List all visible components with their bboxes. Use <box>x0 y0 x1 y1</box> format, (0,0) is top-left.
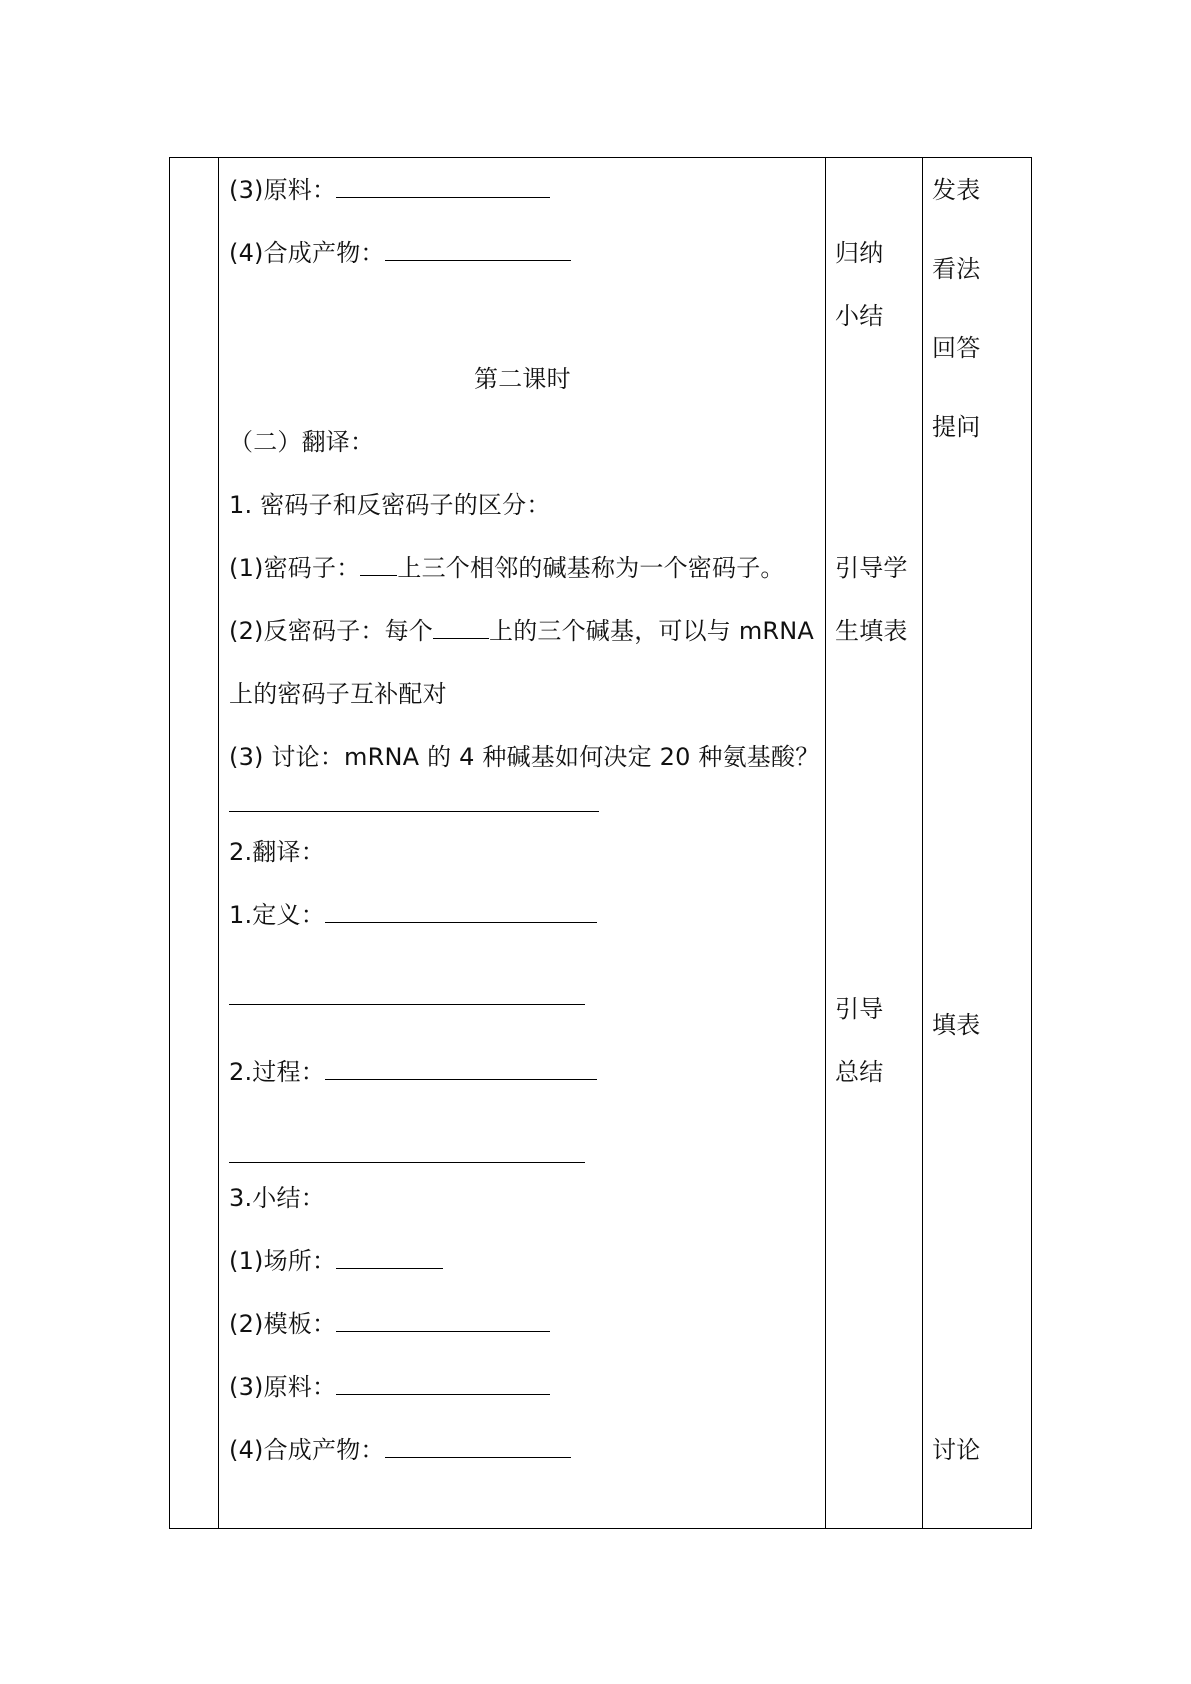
content-column <box>218 158 826 1528</box>
section-title: 第二课时 <box>474 365 571 393</box>
product-line-1 <box>229 238 571 268</box>
blank-left-column <box>170 158 219 1528</box>
answer-blank[interactable] <box>385 1435 571 1458</box>
teacher-activity-column <box>825 158 923 1528</box>
lesson-plan-table <box>169 157 1032 1529</box>
teacher-note-summarize-2: 小结 <box>835 302 884 330</box>
anticodon-line <box>229 616 814 646</box>
teacher-note-summarize-1: 归纳 <box>835 239 884 267</box>
answer-blank[interactable] <box>336 1372 550 1395</box>
anticodon-continuation: 上的密码子互补配对 <box>229 680 447 708</box>
item-1-heading: 1. 密码子和反密码子的区分： <box>229 491 551 519</box>
site-label: (1)场所： <box>229 1247 337 1275</box>
answer-blank[interactable] <box>325 900 597 923</box>
answer-line[interactable] <box>229 1162 585 1163</box>
answer-line[interactable] <box>229 811 599 812</box>
raw-material-line-2 <box>229 1372 550 1402</box>
anticodon-text: 上的三个碱基，可以与 mRNA <box>489 617 815 645</box>
raw-material-label: (3)原料： <box>229 1373 337 1401</box>
student-note-ask: 提问 <box>932 413 981 441</box>
teacher-note-guide-sum-2: 总结 <box>835 1058 884 1086</box>
discussion-question: (3) 讨论：mRNA 的 4 种碱基如何决定 20 种氨基酸？ <box>229 743 820 771</box>
template-label: (2)模板： <box>229 1310 337 1338</box>
definition-label: 1.定义： <box>229 901 325 929</box>
student-activity-column <box>922 158 1033 1528</box>
student-note-express: 发表 <box>932 176 981 204</box>
teacher-note-guide-fill-2: 生填表 <box>835 617 908 645</box>
template-line <box>229 1309 550 1339</box>
teacher-note-guide-sum-1: 引导 <box>835 995 884 1023</box>
answer-blank[interactable] <box>336 1309 550 1332</box>
process-label: 2.过程： <box>229 1058 325 1086</box>
codon-label: (1)密码子： <box>229 554 361 582</box>
product-label: (4)合成产物： <box>229 239 385 267</box>
product-line-2 <box>229 1435 571 1465</box>
student-note-fill-table: 填表 <box>932 1011 981 1039</box>
item-2-heading: 2.翻译： <box>229 838 325 866</box>
answer-blank[interactable] <box>385 238 571 261</box>
site-line <box>229 1246 443 1276</box>
item-3-heading: 3.小结： <box>229 1184 325 1212</box>
raw-material-line-1 <box>229 175 550 205</box>
translation-heading: （二）翻译： <box>229 428 375 456</box>
codon-text: 上三个相邻的碱基称为一个密码子。 <box>397 554 785 582</box>
product-label: (4)合成产物： <box>229 1436 385 1464</box>
answer-blank[interactable] <box>336 175 550 198</box>
answer-blank[interactable] <box>325 1057 597 1080</box>
student-note-discuss: 讨论 <box>932 1436 981 1464</box>
answer-blank[interactable] <box>336 1246 443 1269</box>
definition-line <box>229 900 597 930</box>
student-note-views: 看法 <box>932 255 981 283</box>
teacher-note-guide-fill-1: 引导学 <box>835 554 908 582</box>
process-line <box>229 1057 597 1087</box>
codon-line <box>229 553 785 583</box>
answer-blank[interactable] <box>433 616 489 639</box>
student-note-answer: 回答 <box>932 334 981 362</box>
answer-line[interactable] <box>229 1004 585 1005</box>
anticodon-label: (2)反密码子：每个 <box>229 617 433 645</box>
raw-material-label: (3)原料： <box>229 176 337 204</box>
answer-blank[interactable] <box>360 553 397 576</box>
